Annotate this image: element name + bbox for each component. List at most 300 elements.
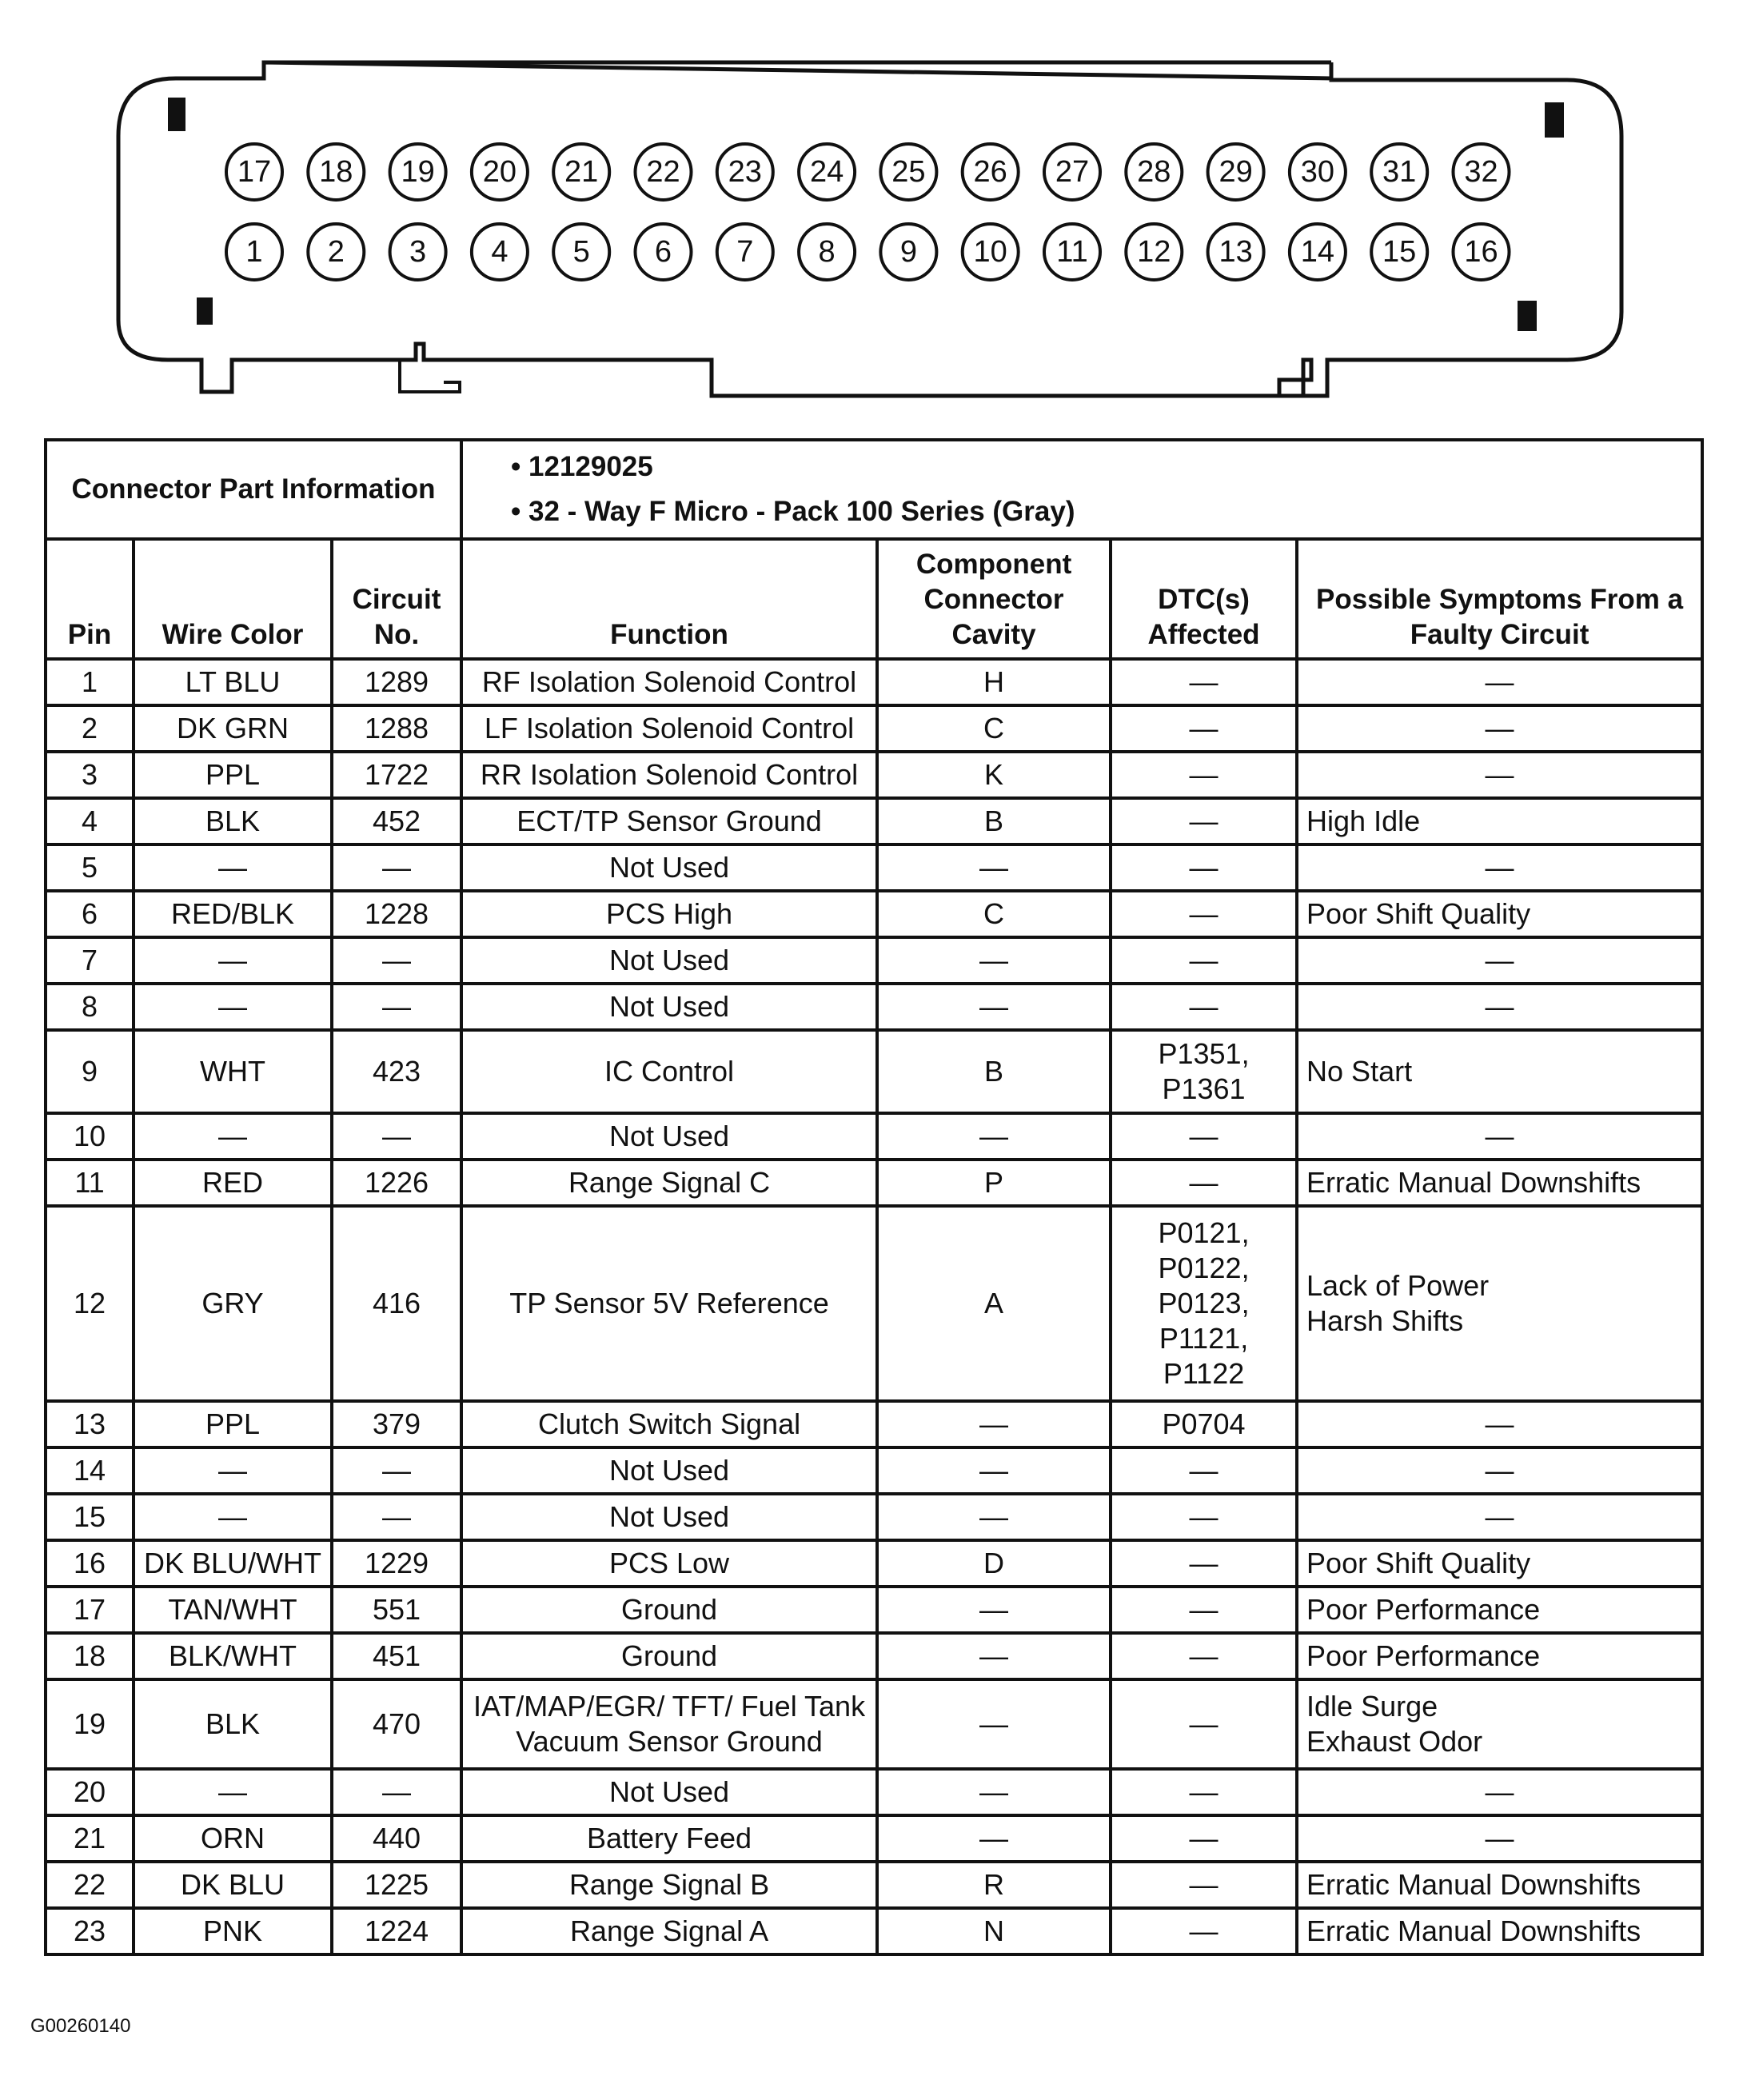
cavity-cell: N — [877, 1908, 1111, 1954]
wire-color-cell: TAN/WHT — [134, 1587, 332, 1633]
dtc-code: — — [1189, 1822, 1218, 1854]
table-row — [46, 1113, 1702, 1160]
dtc-cell — [1111, 705, 1297, 752]
dtc-cell — [1111, 1160, 1297, 1206]
pin-cell: 20 — [46, 1769, 134, 1815]
table-row — [46, 1862, 1702, 1908]
pin-number: 8 — [818, 235, 836, 269]
dtc-cell — [1111, 1206, 1297, 1401]
symptom-text: — — [1485, 758, 1514, 791]
symptom-text: Idle Surge — [1306, 1690, 1438, 1723]
circuit-cell: 551 — [332, 1587, 461, 1633]
wire-color-cell: PPL — [134, 1401, 332, 1447]
pin-number: 30 — [1300, 155, 1335, 189]
cavity-cell: — — [877, 1633, 1111, 1679]
dtc-code: — — [1189, 1639, 1218, 1672]
pin-cavity — [1371, 224, 1427, 280]
pin-number: 14 — [1300, 235, 1335, 269]
circuit-cell: 452 — [332, 798, 461, 844]
symptom-text: — — [1485, 1120, 1514, 1152]
symptom-text: Lack of Power — [1306, 1269, 1490, 1302]
symptoms-cell — [1297, 891, 1702, 937]
pin-cell: 19 — [46, 1679, 134, 1769]
pin-number: 26 — [973, 155, 1007, 189]
pin-number: 4 — [491, 235, 509, 269]
header-circuit-no: Circuit No. — [332, 539, 461, 659]
circuit-cell: — — [332, 1494, 461, 1540]
dtc-code: — — [1189, 990, 1218, 1023]
pin-cell: 10 — [46, 1113, 134, 1160]
table-row — [46, 1540, 1702, 1587]
cavity-cell: C — [877, 705, 1111, 752]
symptom-text: Poor Shift Quality — [1306, 1547, 1531, 1579]
table-row — [46, 937, 1702, 984]
pin-cavity — [717, 224, 773, 280]
pin-cavity — [963, 144, 1019, 200]
pin-cell: 5 — [46, 844, 134, 891]
pin-cavity — [390, 224, 446, 280]
function-cell: Not Used — [461, 1494, 877, 1540]
function-cell: LF Isolation Solenoid Control — [461, 705, 877, 752]
keying-mark-top-right — [1545, 102, 1564, 138]
wire-color-cell: RED — [134, 1160, 332, 1206]
function-cell: Battery Feed — [461, 1815, 877, 1862]
wire-color-cell: PNK — [134, 1908, 332, 1954]
symptoms-cell — [1297, 705, 1702, 752]
circuit-cell: 1229 — [332, 1540, 461, 1587]
pin-number: 27 — [1055, 155, 1090, 189]
pin-cavities — [226, 144, 1510, 280]
wire-color-cell: BLK — [134, 1679, 332, 1769]
pin-cell: 11 — [46, 1160, 134, 1206]
dtc-code: P1121, — [1159, 1322, 1249, 1355]
pin-number: 20 — [482, 155, 517, 189]
function-cell: Ground — [461, 1587, 877, 1633]
keying-mark-top-left — [168, 98, 185, 131]
dtc-code: P0123, — [1158, 1287, 1250, 1319]
function-cell: PCS Low — [461, 1540, 877, 1587]
dtc-code: — — [1189, 1454, 1218, 1487]
pin-cavity — [226, 144, 282, 200]
dtc-code: — — [1189, 944, 1218, 976]
circuit-cell: — — [332, 1113, 461, 1160]
circuit-cell: 1289 — [332, 659, 461, 705]
circuit-cell: 1288 — [332, 705, 461, 752]
dtc-code: — — [1189, 1707, 1218, 1740]
connector-bottom-latch — [400, 360, 460, 392]
wire-color-cell: ORN — [134, 1815, 332, 1862]
pin-number: 7 — [736, 235, 754, 269]
pin-cavity — [799, 224, 855, 280]
dtc-code: — — [1189, 665, 1218, 698]
wire-color-cell: DK BLU/WHT — [134, 1540, 332, 1587]
dtc-code: — — [1189, 712, 1218, 745]
pin-number: 13 — [1218, 235, 1253, 269]
dtc-cell — [1111, 1447, 1297, 1494]
cavity-cell: P — [877, 1160, 1111, 1206]
table-row — [46, 1494, 1702, 1540]
symptoms-cell — [1297, 1815, 1702, 1862]
pin-cell: 17 — [46, 1587, 134, 1633]
dtc-code: P0122, — [1158, 1252, 1250, 1284]
table-row — [46, 1908, 1702, 1954]
pin-cell: 12 — [46, 1206, 134, 1401]
table-row — [46, 1679, 1702, 1769]
dtc-cell — [1111, 1587, 1297, 1633]
symptom-text: — — [1485, 1775, 1514, 1808]
pin-number: 28 — [1137, 155, 1171, 189]
wire-color-cell: — — [134, 937, 332, 984]
pin-number: 25 — [891, 155, 926, 189]
table-row — [46, 984, 1702, 1030]
table-row — [46, 1401, 1702, 1447]
circuit-cell: 416 — [332, 1206, 461, 1401]
symptoms-cell — [1297, 937, 1702, 984]
connector-diagram — [0, 0, 1739, 416]
wire-color-cell: — — [134, 1769, 332, 1815]
pin-cavity — [553, 144, 609, 200]
table-row — [46, 752, 1702, 798]
dtc-code: P1361 — [1162, 1072, 1246, 1105]
pin-cavity — [1371, 144, 1427, 200]
dtc-cell — [1111, 1862, 1297, 1908]
table-row — [46, 659, 1702, 705]
dtc-cell — [1111, 1908, 1297, 1954]
header-symptoms: Possible Symptoms From a Faulty Circuit — [1297, 539, 1702, 659]
pin-cavity — [1208, 144, 1264, 200]
wire-color-cell: — — [134, 984, 332, 1030]
pin-cavity — [1044, 224, 1100, 280]
table-row — [46, 1633, 1702, 1679]
dtc-cell — [1111, 659, 1297, 705]
header-pin: Pin — [46, 539, 134, 659]
dtc-cell — [1111, 937, 1297, 984]
pin-cavity — [880, 224, 936, 280]
symptoms-cell — [1297, 1862, 1702, 1908]
circuit-cell: 1228 — [332, 891, 461, 937]
pin-number: 17 — [237, 155, 272, 189]
pin-number: 10 — [973, 235, 1007, 269]
cavity-cell: D — [877, 1540, 1111, 1587]
dtc-cell — [1111, 1769, 1297, 1815]
symptoms-cell — [1297, 1540, 1702, 1587]
dtc-code: P1122 — [1163, 1357, 1245, 1390]
pin-number: 31 — [1382, 155, 1417, 189]
keying-mark-bottom-right — [1518, 301, 1537, 331]
circuit-cell: — — [332, 937, 461, 984]
pin-cell: 9 — [46, 1030, 134, 1113]
pin-cavity — [1290, 224, 1346, 280]
pin-cell: 14 — [46, 1447, 134, 1494]
pin-number: 19 — [401, 155, 435, 189]
pin-number: 9 — [899, 235, 917, 269]
pin-cell: 2 — [46, 705, 134, 752]
part-info-values — [461, 440, 1702, 539]
symptoms-cell — [1297, 1030, 1702, 1113]
pin-cavity — [636, 144, 692, 200]
symptom-text: Erratic Manual Downshifts — [1306, 1914, 1641, 1947]
header-function: Function — [461, 539, 877, 659]
circuit-cell: 451 — [332, 1633, 461, 1679]
symptoms-cell — [1297, 1494, 1702, 1540]
pin-number: 16 — [1464, 235, 1498, 269]
cavity-cell: — — [877, 1815, 1111, 1862]
pin-number: 11 — [1056, 235, 1088, 269]
circuit-cell: — — [332, 984, 461, 1030]
function-cell: ECT/TP Sensor Ground — [461, 798, 877, 844]
pin-cavity — [717, 144, 773, 200]
pin-number: 1 — [245, 235, 263, 269]
part-info-row — [46, 440, 1702, 539]
pinout-table-wrapper — [44, 438, 1701, 1956]
header-dtc: DTC(s) Affected — [1111, 539, 1297, 659]
function-cell: Not Used — [461, 1447, 877, 1494]
function-cell: RR Isolation Solenoid Control — [461, 752, 877, 798]
pin-cavity — [880, 144, 936, 200]
table-row — [46, 844, 1702, 891]
pin-cell: 13 — [46, 1401, 134, 1447]
pin-number: 15 — [1382, 235, 1417, 269]
function-cell: Not Used — [461, 1769, 877, 1815]
circuit-cell: — — [332, 1447, 461, 1494]
pin-cavity — [1208, 224, 1264, 280]
symptoms-cell — [1297, 984, 1702, 1030]
function-cell: PCS High — [461, 891, 877, 937]
symptom-text: — — [1485, 944, 1514, 976]
wire-color-cell: DK GRN — [134, 705, 332, 752]
cavity-cell: R — [877, 1862, 1111, 1908]
function-cell: TP Sensor 5V Reference — [461, 1206, 877, 1401]
pin-cell: 22 — [46, 1862, 134, 1908]
cavity-cell: — — [877, 1401, 1111, 1447]
pin-number: 23 — [728, 155, 762, 189]
wire-color-cell: — — [134, 1494, 332, 1540]
cavity-cell: — — [877, 1769, 1111, 1815]
symptom-text: Poor Shift Quality — [1306, 897, 1531, 930]
symptom-text: — — [1485, 1500, 1514, 1533]
symptoms-cell — [1297, 1633, 1702, 1679]
pin-cell: 1 — [46, 659, 134, 705]
part-description: • 32 - Way F Micro - Pack 100 Series (Gray) — [511, 489, 1696, 534]
function-cell: Range Signal A — [461, 1908, 877, 1954]
pin-number: 6 — [654, 235, 672, 269]
wire-color-cell: — — [134, 1113, 332, 1160]
dtc-code: — — [1189, 851, 1218, 884]
symptom-text: Erratic Manual Downshifts — [1306, 1166, 1641, 1199]
dtc-cell — [1111, 844, 1297, 891]
dtc-code: — — [1189, 1775, 1218, 1808]
wire-color-cell: GRY — [134, 1206, 332, 1401]
circuit-cell: 1224 — [332, 1908, 461, 1954]
circuit-cell: 470 — [332, 1679, 461, 1769]
function-cell: RF Isolation Solenoid Control — [461, 659, 877, 705]
symptom-text: — — [1485, 990, 1514, 1023]
table-row — [46, 891, 1702, 937]
pin-cavity — [1454, 144, 1510, 200]
dtc-code: — — [1189, 1914, 1218, 1947]
symptom-text: — — [1485, 1407, 1514, 1440]
dtc-cell — [1111, 1540, 1297, 1587]
symptoms-cell — [1297, 798, 1702, 844]
pin-cell: 3 — [46, 752, 134, 798]
symptom-text: Poor Performance — [1306, 1639, 1541, 1672]
symptom-text: Exhaust Odor — [1306, 1725, 1483, 1758]
part-info-label: Connector Part Information — [46, 440, 461, 539]
table-row — [46, 798, 1702, 844]
symptoms-cell — [1297, 1769, 1702, 1815]
pin-cell: 8 — [46, 984, 134, 1030]
circuit-cell: — — [332, 844, 461, 891]
pin-cavity — [226, 224, 282, 280]
circuit-cell: — — [332, 1769, 461, 1815]
circuit-cell: 1722 — [332, 752, 461, 798]
function-cell: Clutch Switch Signal — [461, 1401, 877, 1447]
pin-cell: 4 — [46, 798, 134, 844]
pin-cavity — [1044, 144, 1100, 200]
cavity-cell: — — [877, 844, 1111, 891]
pin-cavity — [308, 224, 364, 280]
table-row — [46, 1815, 1702, 1862]
wire-color-cell: — — [134, 1447, 332, 1494]
dtc-code: — — [1189, 758, 1218, 791]
pin-number: 5 — [572, 235, 590, 269]
function-cell: Not Used — [461, 937, 877, 984]
symptoms-cell — [1297, 844, 1702, 891]
pin-number: 18 — [319, 155, 353, 189]
dtc-cell — [1111, 1401, 1297, 1447]
table-row — [46, 1206, 1702, 1401]
dtc-cell — [1111, 1679, 1297, 1769]
pin-number: 21 — [564, 155, 599, 189]
symptom-text: Harsh Shifts — [1306, 1304, 1464, 1337]
cavity-cell: H — [877, 659, 1111, 705]
figure-code: G00260140 — [30, 2015, 131, 2037]
pin-cavity — [1290, 144, 1346, 200]
symptom-text: — — [1485, 851, 1514, 884]
function-cell: Not Used — [461, 984, 877, 1030]
cavity-cell: B — [877, 1030, 1111, 1113]
symptom-text: High Idle — [1306, 804, 1421, 837]
symptoms-cell — [1297, 1908, 1702, 1954]
function-cell: IAT/MAP/EGR/ TFT/ Fuel Tank Vacuum Sensor Ground — [461, 1679, 877, 1769]
pin-cavity — [636, 224, 692, 280]
header-wire-color: Wire Color — [134, 539, 332, 659]
dtc-code: P1351, — [1158, 1037, 1250, 1070]
function-cell: Range Signal C — [461, 1160, 877, 1206]
part-number: • 12129025 — [511, 445, 1696, 489]
pin-cavity — [472, 224, 528, 280]
function-cell: Not Used — [461, 1113, 877, 1160]
symptoms-cell — [1297, 1679, 1702, 1769]
dtc-code: P0704 — [1162, 1407, 1246, 1440]
symptoms-cell — [1297, 659, 1702, 705]
header-cavity: Component Connector Cavity — [877, 539, 1111, 659]
symptoms-cell — [1297, 1401, 1702, 1447]
pin-cell: 16 — [46, 1540, 134, 1587]
symptom-text: Erratic Manual Downshifts — [1306, 1868, 1641, 1901]
dtc-code: — — [1189, 1547, 1218, 1579]
dtc-code: — — [1189, 1868, 1218, 1901]
pin-number: 3 — [409, 235, 427, 269]
pinout-table — [44, 438, 1704, 1956]
cavity-cell: B — [877, 798, 1111, 844]
table-row — [46, 705, 1702, 752]
dtc-cell — [1111, 1030, 1297, 1113]
dtc-cell — [1111, 798, 1297, 844]
symptoms-cell — [1297, 1447, 1702, 1494]
cavity-cell: — — [877, 1447, 1111, 1494]
dtc-cell — [1111, 1815, 1297, 1862]
pin-number: 29 — [1218, 155, 1253, 189]
keying-mark-bottom-left — [197, 297, 213, 325]
pin-number: 22 — [646, 155, 680, 189]
pin-cavity — [1126, 144, 1182, 200]
function-cell: Not Used — [461, 844, 877, 891]
pin-number: 2 — [327, 235, 345, 269]
dtc-cell — [1111, 1494, 1297, 1540]
pin-cavity — [799, 144, 855, 200]
function-cell: Ground — [461, 1633, 877, 1679]
pin-cell: 7 — [46, 937, 134, 984]
pin-cavity — [472, 144, 528, 200]
table-row — [46, 1160, 1702, 1206]
symptoms-cell — [1297, 1206, 1702, 1401]
pin-cavity — [1126, 224, 1182, 280]
dtc-code: — — [1189, 1500, 1218, 1533]
dtc-cell — [1111, 891, 1297, 937]
dtc-cell — [1111, 1113, 1297, 1160]
dtc-code: — — [1189, 1120, 1218, 1152]
pin-cell: 15 — [46, 1494, 134, 1540]
header-row — [46, 539, 1702, 659]
symptoms-cell — [1297, 1113, 1702, 1160]
dtc-code: — — [1189, 897, 1218, 930]
table-row — [46, 1030, 1702, 1113]
cavity-cell: K — [877, 752, 1111, 798]
pin-cell: 21 — [46, 1815, 134, 1862]
wire-color-cell: BLK — [134, 798, 332, 844]
wire-color-cell: RED/BLK — [134, 891, 332, 937]
pin-cavity — [553, 224, 609, 280]
dtc-code: — — [1189, 804, 1218, 837]
dtc-cell — [1111, 1633, 1297, 1679]
circuit-cell: 379 — [332, 1401, 461, 1447]
pin-cavity — [390, 144, 446, 200]
cavity-cell: — — [877, 937, 1111, 984]
symptom-text: Poor Performance — [1306, 1593, 1541, 1626]
table-row — [46, 1447, 1702, 1494]
table-row — [46, 1587, 1702, 1633]
pin-number: 24 — [809, 155, 844, 189]
symptom-text: — — [1485, 665, 1514, 698]
circuit-cell: 1225 — [332, 1862, 461, 1908]
pin-cell: 23 — [46, 1908, 134, 1954]
pin-cavity — [963, 224, 1019, 280]
symptom-text: No Start — [1306, 1055, 1413, 1088]
dtc-cell — [1111, 984, 1297, 1030]
pin-number: 12 — [1137, 235, 1171, 269]
symptoms-cell — [1297, 1587, 1702, 1633]
pin-cavity — [308, 144, 364, 200]
circuit-cell: 440 — [332, 1815, 461, 1862]
dtc-code: — — [1189, 1166, 1218, 1199]
cavity-cell: C — [877, 891, 1111, 937]
symptoms-cell — [1297, 1160, 1702, 1206]
function-cell: IC Control — [461, 1030, 877, 1113]
cavity-cell: A — [877, 1206, 1111, 1401]
symptom-text: — — [1485, 1454, 1514, 1487]
wire-color-cell: DK BLU — [134, 1862, 332, 1908]
